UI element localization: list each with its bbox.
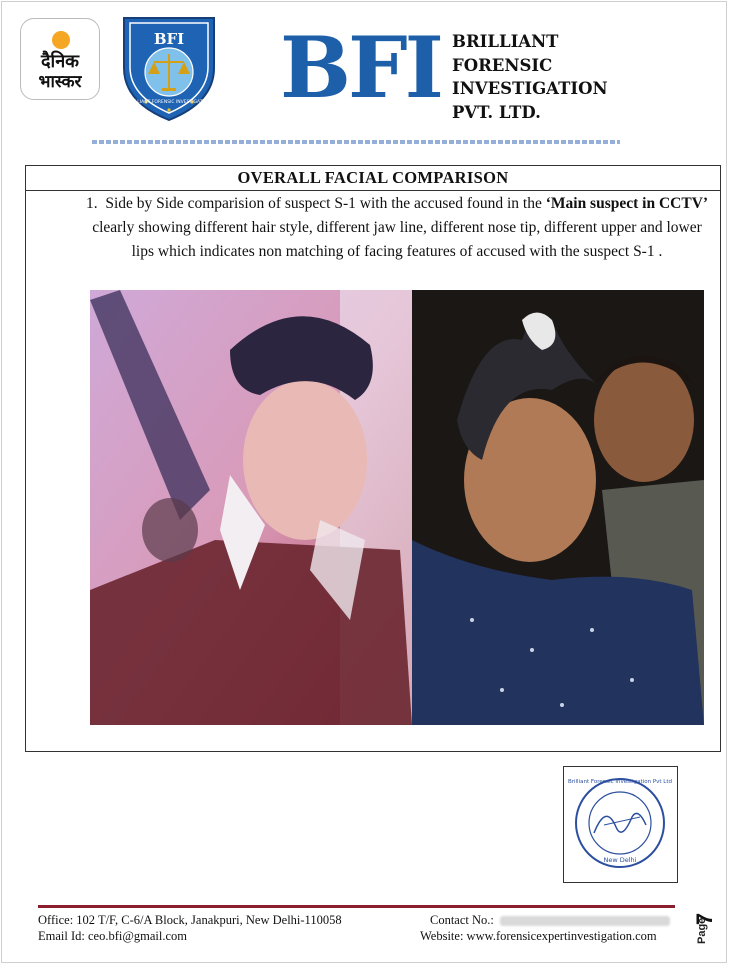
contact-label: Contact No.:: [430, 913, 494, 927]
text-bold: ‘Main suspect in CCTV’: [545, 195, 709, 212]
sun-icon: [52, 31, 70, 49]
seal-city: New Delhi: [603, 856, 637, 864]
text-part-2: clearly showing different hair style, different jaw line, different nose tip, different upper and lower lips which indicates non matching of facing features of accused with the suspect S-1 .: [92, 219, 702, 260]
company-line: INVESTIGATION: [452, 79, 608, 98]
page-number: 7: [692, 912, 718, 926]
bfi-shield-emblem: [116, 10, 222, 122]
office-address: Office: 102 T/F, C-6/A Block, Janakpuri, New Delhi-110058: [38, 913, 342, 927]
item-number: 1.: [85, 195, 98, 212]
comparison-section: [25, 165, 721, 752]
signature-stamp-box: [563, 766, 678, 883]
company-line: FORENSIC: [452, 55, 553, 75]
cctv-suspect-photo: [90, 290, 412, 725]
company-line: BRILLIANT: [452, 32, 559, 51]
header-divider: [92, 140, 620, 144]
comparison-description: [82, 192, 712, 264]
text-part-1: Side by Side comparision of suspect S-1 with the accused found in the: [105, 195, 546, 212]
seal-ring-text: Brilliant Forensic Investigation Pvt Ltd: [567, 779, 673, 785]
shield-title: BFI: [153, 30, 185, 48]
page-label: Page: [696, 917, 708, 944]
dainik-bhaskar-logo: [20, 18, 100, 100]
company-name: [452, 30, 608, 124]
company-seal: [564, 767, 677, 882]
shield-ring-text: BRILLIANT FORENSIC INVESTIGATION: [127, 100, 211, 105]
contact-number: [430, 912, 670, 928]
redacted-phone: [500, 916, 670, 926]
company-line: PVT. LTD.: [452, 102, 541, 122]
logo-line-2: भास्कर: [38, 72, 82, 92]
website: Website: www.forensicexpertinvestigation.com: [420, 929, 657, 943]
footer-rule: [38, 905, 675, 908]
logo-line-1: दैनिक: [40, 51, 80, 72]
email-address: Email Id: ceo.bfi@gmail.com: [38, 929, 187, 943]
bfi-wordmark: BFI: [280, 18, 441, 117]
accused-photo: [412, 290, 704, 725]
section-title: OVERALL FACIAL COMPARISON: [26, 166, 720, 191]
